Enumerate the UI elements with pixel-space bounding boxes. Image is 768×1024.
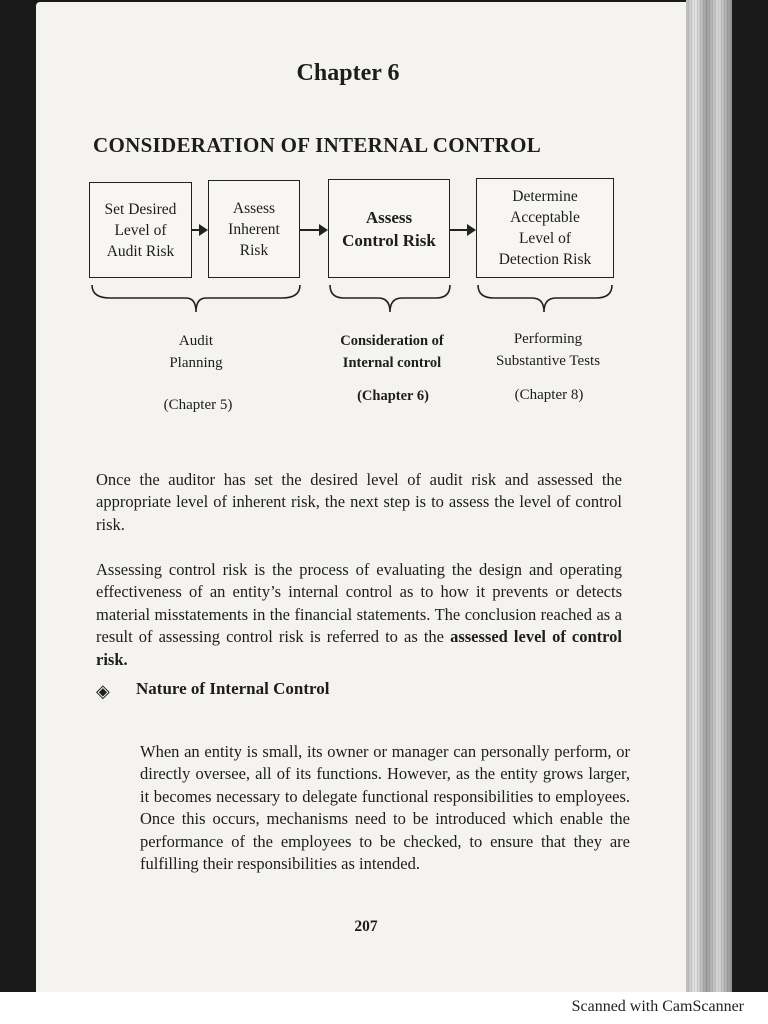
paragraph-control-risk-text: Assessing control risk is the process of evaluating the design and operating effectiveness of an entity’s internal control as to how it prevents or detects material misstatements in the financial statements. The conclusion reached as a result of assessing control risk is referred to as the (96, 559, 622, 646)
brace-consideration (330, 285, 450, 312)
page-number: 207 (354, 918, 378, 935)
paragraph-nature: When an entity is small, its owner or manager can personally perform, or directly oversee, all of its functions. However, as the entity grows larger, it becomes necessary to delegate functional responsibilities to employees. Once this occurs, mechanisms need to be introduced which enable the performance of the employees to be checked, to ensure that they are fulfilling their responsibilities as intended. (140, 741, 630, 873)
group-label-audit-planning: Audit Planning (169, 333, 223, 371)
group-ref-chapter-8: (Chapter 8) (514, 387, 584, 403)
box-set-desired-audit-risk: Set Desired Level of Audit Risk (89, 182, 192, 278)
brace-substantive-tests (478, 285, 612, 312)
subheading-nature-of-internal-control: Nature of Internal Control (136, 679, 330, 698)
group-ref-chapter-6: (Chapter 6) (357, 388, 429, 404)
group-ref-chapter-5: (Chapter 5) (163, 397, 233, 413)
box-assess-inherent-risk: Assess Inherent Risk (208, 180, 300, 278)
box-assess-control-risk: Assess Control Risk (328, 179, 450, 278)
brace-audit-planning (92, 285, 300, 312)
paragraph-control-risk (96, 559, 622, 672)
chapter-title: Chapter 6 (296, 60, 400, 86)
group-label-consideration: Consideration of Internal control (340, 333, 444, 371)
diamond-bullet-icon: ◈ (96, 681, 110, 701)
camscanner-watermark: Scanned with CamScanner (571, 998, 744, 1015)
section-title: CONSIDERATION OF INTERNAL CONTROL (93, 133, 542, 157)
group-braces (0, 0, 768, 330)
group-label-substantive-tests: Performing Substantive Tests (495, 331, 601, 369)
term-assessed-level: assessed level of control risk. (96, 627, 622, 669)
paragraph-intro: Once the auditor has set the desired level of audit risk and assessed the appropriate level of inherent risk, the next step is to assess the level of control risk. (96, 469, 622, 534)
box-determine-detection-risk: Determine Acceptable Level of Detection Risk (476, 178, 614, 278)
